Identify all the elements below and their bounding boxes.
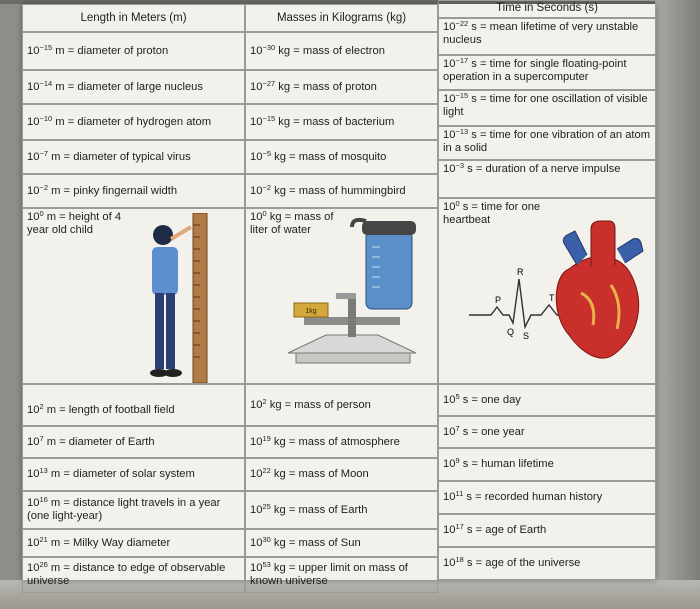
- cell-exp: 2: [262, 396, 267, 406]
- mass-cell: [245, 529, 438, 557]
- cell-unit: s: [464, 163, 473, 175]
- cell-exp: −17: [455, 56, 469, 65]
- cell-unit: kg: [270, 435, 286, 448]
- child-leg: [166, 293, 175, 369]
- cell-mass: Masses in Kilograms (kg): [276, 11, 407, 24]
- cell-desc: = mass of liter of water: [250, 211, 334, 236]
- cell-exp: 53: [262, 560, 271, 569]
- cell-base: 10: [443, 524, 456, 536]
- mass-cell: [245, 491, 438, 529]
- cell-base: 10: [443, 93, 456, 105]
- cell-desc: = diameter of large nucleus: [64, 80, 203, 93]
- cell-unit: m: [43, 403, 57, 416]
- mass-cell: [245, 104, 438, 140]
- cell-exp: 16: [39, 495, 48, 504]
- cell-exp: −15: [455, 91, 469, 100]
- ecg-trace: [469, 279, 565, 327]
- pulmonary-artery: [617, 239, 643, 264]
- cell-exp: 21: [39, 534, 48, 544]
- cell-base: 10: [27, 115, 40, 128]
- cell-exp: −10: [39, 113, 53, 123]
- cell-desc: = diameter of proton: [64, 44, 169, 57]
- cell-desc: = Milky Way diameter: [60, 536, 171, 549]
- child-measuring-illustration: [133, 213, 223, 383]
- time-cell: [438, 18, 656, 55]
- cell-desc: = height of 4 year old child: [27, 211, 122, 236]
- cell-unit: kg: [275, 44, 291, 57]
- mass-cell: [245, 174, 438, 208]
- cell-unit: m: [52, 115, 65, 128]
- cell-exp: 18: [455, 555, 464, 564]
- cell-unit: m: [48, 150, 61, 163]
- cell-exp: 5: [455, 391, 460, 401]
- cell-unit: s: [459, 458, 469, 470]
- mass-cell: [245, 458, 438, 491]
- length-cell: [22, 140, 245, 174]
- cell-desc: = age of Earth: [472, 524, 547, 536]
- cell-desc: = mass of Sun: [285, 536, 361, 549]
- cell-desc: = human lifetime: [468, 458, 554, 470]
- cell-base: 10: [27, 44, 40, 57]
- cell-unit: m: [47, 497, 61, 509]
- mass-cell-water: [245, 208, 438, 384]
- cell-exp: 17: [455, 522, 464, 531]
- time-cell: [438, 126, 656, 160]
- cell-exp: −2: [39, 182, 49, 192]
- cell-desc: = diameter of typical virus: [60, 150, 191, 163]
- length-cell: [22, 529, 245, 557]
- length-cell: [22, 384, 245, 426]
- cell-base: 10: [250, 435, 263, 448]
- scale-and-bottle-illustration: [266, 217, 436, 382]
- header-length: [22, 4, 245, 32]
- cell-exp: 19: [262, 433, 271, 443]
- cell-base: 10: [443, 129, 456, 141]
- cell-desc: = time for one vibration of an atom in a solid: [443, 129, 651, 154]
- length-cell: [22, 174, 245, 208]
- scale-base: [288, 335, 416, 353]
- time-cell: [438, 55, 656, 90]
- cell-base: 10: [27, 536, 40, 549]
- cell-base: 10: [27, 497, 40, 509]
- cell-base: 10: [443, 58, 456, 70]
- cell-base: 10: [443, 393, 456, 406]
- cell-unit: kg: [275, 115, 291, 128]
- time-cell-heart: [438, 198, 656, 384]
- cell-exp: 9: [455, 456, 460, 465]
- cell-desc: = mass of atmosphere: [285, 435, 400, 448]
- cell-unit: kg: [275, 80, 291, 93]
- cell-unit: s: [459, 201, 469, 213]
- mass-cell: [245, 32, 438, 70]
- cell-base: 10: [250, 44, 263, 57]
- cell-base: 10: [250, 184, 263, 197]
- photo-background-right: [656, 0, 700, 609]
- bottle-cap: [362, 221, 416, 235]
- cell-base: 10: [250, 211, 263, 223]
- cell-desc: = time for one oscillation of visible light: [443, 93, 648, 118]
- cell-exp: 26: [39, 560, 48, 569]
- length-cell: [22, 104, 245, 140]
- mass-cell: [245, 426, 438, 458]
- cell-unit: kg: [270, 468, 286, 480]
- cell-desc: = upper limit on mass of known universe: [250, 562, 408, 587]
- cell-unit: kg: [270, 562, 286, 574]
- child-shirt: [152, 247, 178, 295]
- cell-exp: −14: [39, 78, 53, 88]
- cell-desc: = mass of Moon: [285, 468, 369, 480]
- cell-base: 10: [27, 150, 40, 163]
- cell-unit: s: [463, 524, 473, 536]
- cell-unit: s: [468, 21, 477, 33]
- cell-exp: −2: [262, 182, 272, 192]
- header-time: [438, 0, 656, 18]
- child-head: [153, 225, 173, 245]
- cell-length: Length in Meters (m): [80, 11, 187, 24]
- cell-base: 10: [27, 184, 40, 197]
- cell-base: 10: [250, 503, 263, 516]
- mass-cell: [245, 384, 438, 426]
- cell-unit: m: [52, 80, 65, 93]
- length-cell: [22, 491, 245, 529]
- cell-unit: s: [459, 425, 469, 438]
- heart-ecg-illustration: [441, 205, 655, 381]
- cell-desc: = mass of proton: [290, 80, 377, 93]
- cell-desc: = mass of person: [281, 398, 371, 411]
- ecg-label-t: T: [549, 293, 555, 303]
- cell-unit: m: [47, 468, 61, 480]
- cell-base: 10: [250, 80, 263, 93]
- mass-cell: [245, 70, 438, 104]
- cell-desc: = recorded human history: [471, 491, 603, 503]
- cell-exp: −3: [455, 161, 465, 170]
- ecg-label-p: P: [495, 295, 502, 305]
- cell-unit: m: [48, 184, 61, 197]
- time-cell: [438, 384, 656, 416]
- cell-unit: s: [468, 129, 477, 141]
- cell-exp: 7: [455, 423, 460, 433]
- cell-base: 10: [27, 562, 40, 574]
- cell-unit: kg: [271, 184, 286, 197]
- cell-exp: −15: [262, 113, 276, 123]
- cell-exp: −7: [39, 148, 49, 158]
- child-leg: [155, 293, 164, 369]
- cell-unit: kg: [271, 150, 286, 163]
- cell-unit: m: [43, 211, 57, 223]
- cell-exp: 22: [262, 466, 271, 475]
- cell-base: 10: [443, 21, 456, 33]
- header-mass: [245, 4, 438, 32]
- cell-unit: kg: [270, 536, 286, 549]
- cell-exp: −22: [455, 19, 469, 28]
- cell-base: 10: [250, 115, 263, 128]
- cell-base: 10: [27, 468, 40, 480]
- length-cell-child: [22, 208, 245, 384]
- scale-table-sheet: [22, 2, 656, 587]
- cell-exp: −13: [455, 127, 469, 136]
- cell-base: 10: [443, 557, 456, 569]
- time-cell: [438, 160, 656, 198]
- aorta: [591, 221, 615, 267]
- ecg-label-q: Q: [507, 327, 515, 337]
- cell-exp: −30: [262, 42, 276, 52]
- cell-desc: = distance light travels in a year (one light-year): [27, 497, 221, 522]
- cell-base: 10: [443, 201, 456, 213]
- cell-base: 10: [27, 211, 40, 223]
- cell-unit: s: [463, 491, 472, 503]
- length-cell: [22, 70, 245, 104]
- cell-desc: = diameter of Earth: [56, 435, 155, 448]
- cell-desc: = mass of mosquito: [285, 150, 387, 163]
- length-cell: [22, 426, 245, 458]
- cell-desc: = diameter of solar system: [60, 468, 195, 480]
- cell-unit: kg: [266, 398, 282, 411]
- cell-unit: m: [52, 44, 65, 57]
- cell-desc: = time for single floating-point operation in a supercomputer: [443, 58, 627, 83]
- cell-desc: = diameter of hydrogen atom: [64, 115, 212, 128]
- cell-base: 10: [27, 80, 40, 93]
- time-cell: [438, 481, 656, 514]
- cell-unit: s: [468, 58, 477, 70]
- cell-exp: −27: [262, 78, 276, 88]
- cell-exp: −15: [39, 42, 53, 52]
- child-arm: [171, 227, 191, 239]
- cell-desc: = mean lifetime of very unstable nucleus: [443, 21, 639, 46]
- time-cell: [438, 416, 656, 448]
- cell-unit: m: [47, 536, 61, 549]
- time-cell: [438, 547, 656, 580]
- time-cell: [438, 90, 656, 126]
- cell-base: 10: [27, 435, 40, 448]
- cell-desc: = age of the universe: [472, 557, 581, 569]
- cell-desc: = one day: [468, 393, 521, 406]
- cell-unit: s: [468, 93, 477, 105]
- cell-base: 10: [27, 403, 40, 416]
- cell-base: 10: [250, 536, 263, 549]
- cell-unit: kg: [270, 503, 286, 516]
- cell-unit: s: [463, 557, 473, 569]
- cell-desc: = distance to edge of observable universe: [27, 562, 226, 587]
- cell-desc: = pinky fingernail width: [60, 184, 178, 197]
- cell-desc: = time for one heartbeat: [443, 201, 541, 226]
- cell-unit: m: [43, 435, 57, 448]
- length-cell: [22, 458, 245, 491]
- ecg-label-s: S: [523, 331, 530, 341]
- length-cell: [22, 32, 245, 70]
- water-bottle: [366, 231, 412, 309]
- cell-base: 10: [443, 425, 456, 438]
- cell-base: 10: [443, 491, 456, 503]
- cell-base: 10: [250, 398, 263, 411]
- cell-desc: = duration of a nerve impulse: [472, 163, 621, 175]
- cell-desc: = one year: [468, 425, 525, 438]
- cell-exp: 0: [262, 209, 267, 218]
- mass-cell: [245, 557, 438, 593]
- time-cell: [438, 514, 656, 547]
- cell-exp: 7: [39, 433, 44, 443]
- cell-exp: 11: [455, 489, 464, 498]
- cell-desc: = mass of bacterium: [290, 115, 395, 128]
- cell-exp: 0: [39, 209, 44, 218]
- cell-exp: 0: [455, 199, 460, 208]
- cell-exp: 2: [39, 401, 44, 411]
- cell-base: 10: [250, 150, 263, 163]
- cell-desc: = mass of Earth: [285, 503, 368, 516]
- cell-exp: 25: [262, 501, 271, 511]
- cell-unit: kg: [266, 211, 282, 223]
- heart-body: [556, 256, 638, 358]
- cell-desc: = mass of electron: [290, 44, 385, 57]
- time-cell: [438, 448, 656, 481]
- length-cell: [22, 557, 245, 593]
- cell-exp: −5: [262, 148, 272, 158]
- cell-desc: = mass of hummingbird: [285, 184, 406, 197]
- cell-base: 10: [250, 562, 263, 574]
- ecg-label-r: R: [517, 267, 524, 277]
- cell-base: 10: [250, 468, 263, 480]
- mass-cell: [245, 140, 438, 174]
- weight-label: 1kg: [305, 308, 317, 315]
- cell-unit: s: [459, 393, 469, 406]
- cell-exp: 13: [39, 466, 48, 475]
- cell-unit: m: [47, 562, 61, 574]
- cell-desc: = length of football field: [56, 403, 175, 416]
- cell-time: Time in Seconds (s): [496, 2, 598, 14]
- cell-base: 10: [443, 163, 456, 175]
- cell-exp: 30: [262, 534, 271, 544]
- cell-base: 10: [443, 458, 456, 470]
